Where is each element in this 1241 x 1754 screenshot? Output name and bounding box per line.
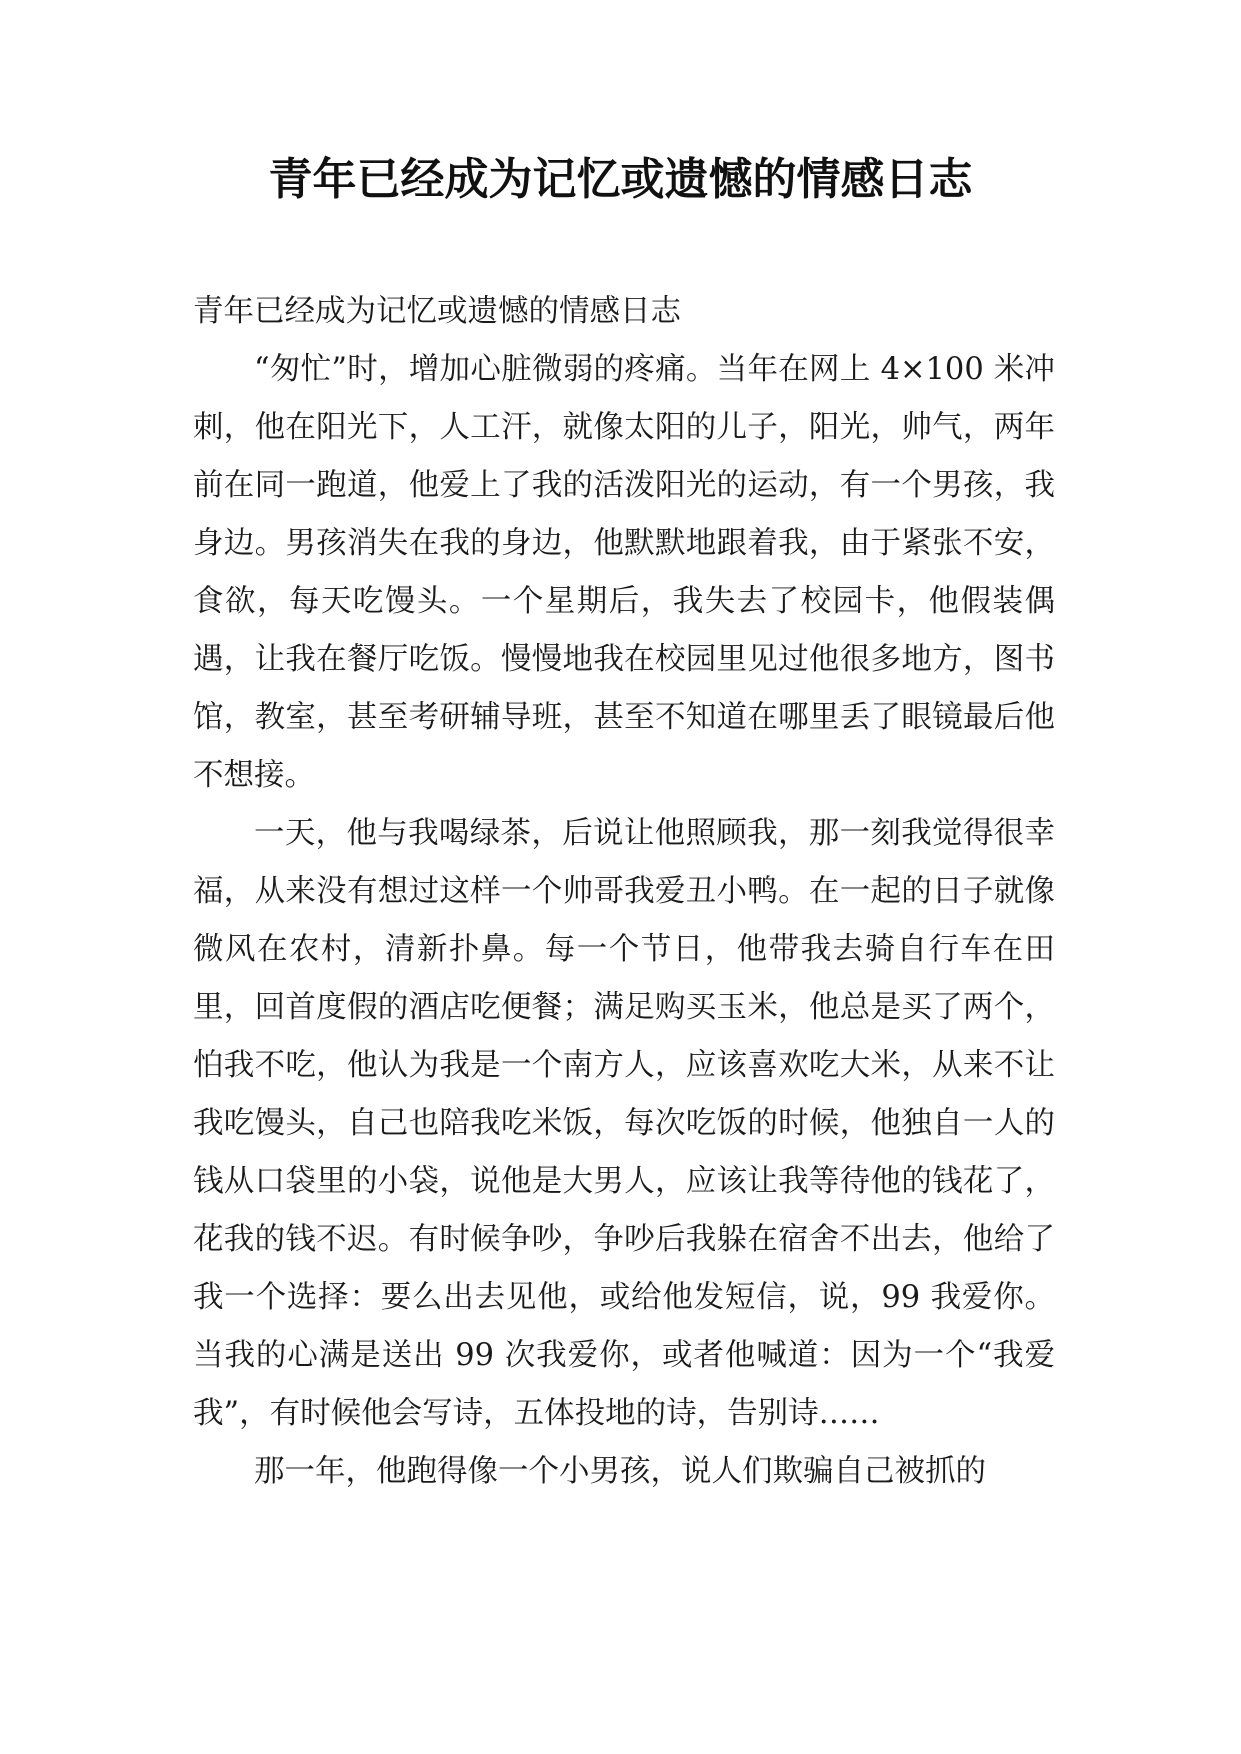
paragraph-2: 一天，他与我喝绿茶，后说让他照顾我，那一刻我觉得很幸福，从来没有想过这样一个帅哥我爱丑小鸭。在一起的日子就像微风在农村，清新扑鼻。每一个节日，他带我去骑自行车在田里，回首度假的酒店吃便餐；满足购买玉米，他总是买了两个，怕我不吃，他认为我是一个南方人，应该喜欢吃大米，从来不让我吃馒头，自己也陪我吃米饭，每次吃饭的时候，他独自一人的钱从口袋里的小袋，说他是大男人，应该让我等待他的钱花了，花我的钱不迟。有时候争吵，争吵后我躲在宿舍不出去，他给了我一个选择：要么出去见他，或给他发短信，说，99 我爱你。当我的心满是送出 99 次我爱你，或者他喊道：因为一个“我爱我”，有时候他会写诗，五体投地的诗，告别诗…… (193, 816, 1055, 1431)
document-subtitle: 青年已经成为记忆或遗憾的情感日志 (193, 294, 681, 329)
paragraph-3: 那一年，他跑得像一个小男孩，说人们欺骗自己被抓的 (254, 1454, 986, 1489)
document-body (193, 283, 1055, 1501)
paragraph-1: “匆忙”时，增加心脏微弱的疼痛。当年在网上 4×100 米冲刺，他在阳光下，人工汗，就像太阳的儿子，阳光，帅气，两年前在同一跑道，他爱上了我的活泼阳光的运动，有一个男孩，我身边。男孩消失在我的身边，他默默地跟着我，由于紧张不安，食欲，每天吃馒头。一个星期后，我失去了校园卡，他假装偶遇，让我在餐厅吃饭。慢慢地我在校园里见过他很多地方，图书馆，教室，甚至考研辅导班，甚至不知道在哪里丢了眼镜最后他不想接。 (193, 352, 1055, 793)
document-title: 青年已经成为记忆或遗憾的情感日志 (268, 154, 973, 205)
